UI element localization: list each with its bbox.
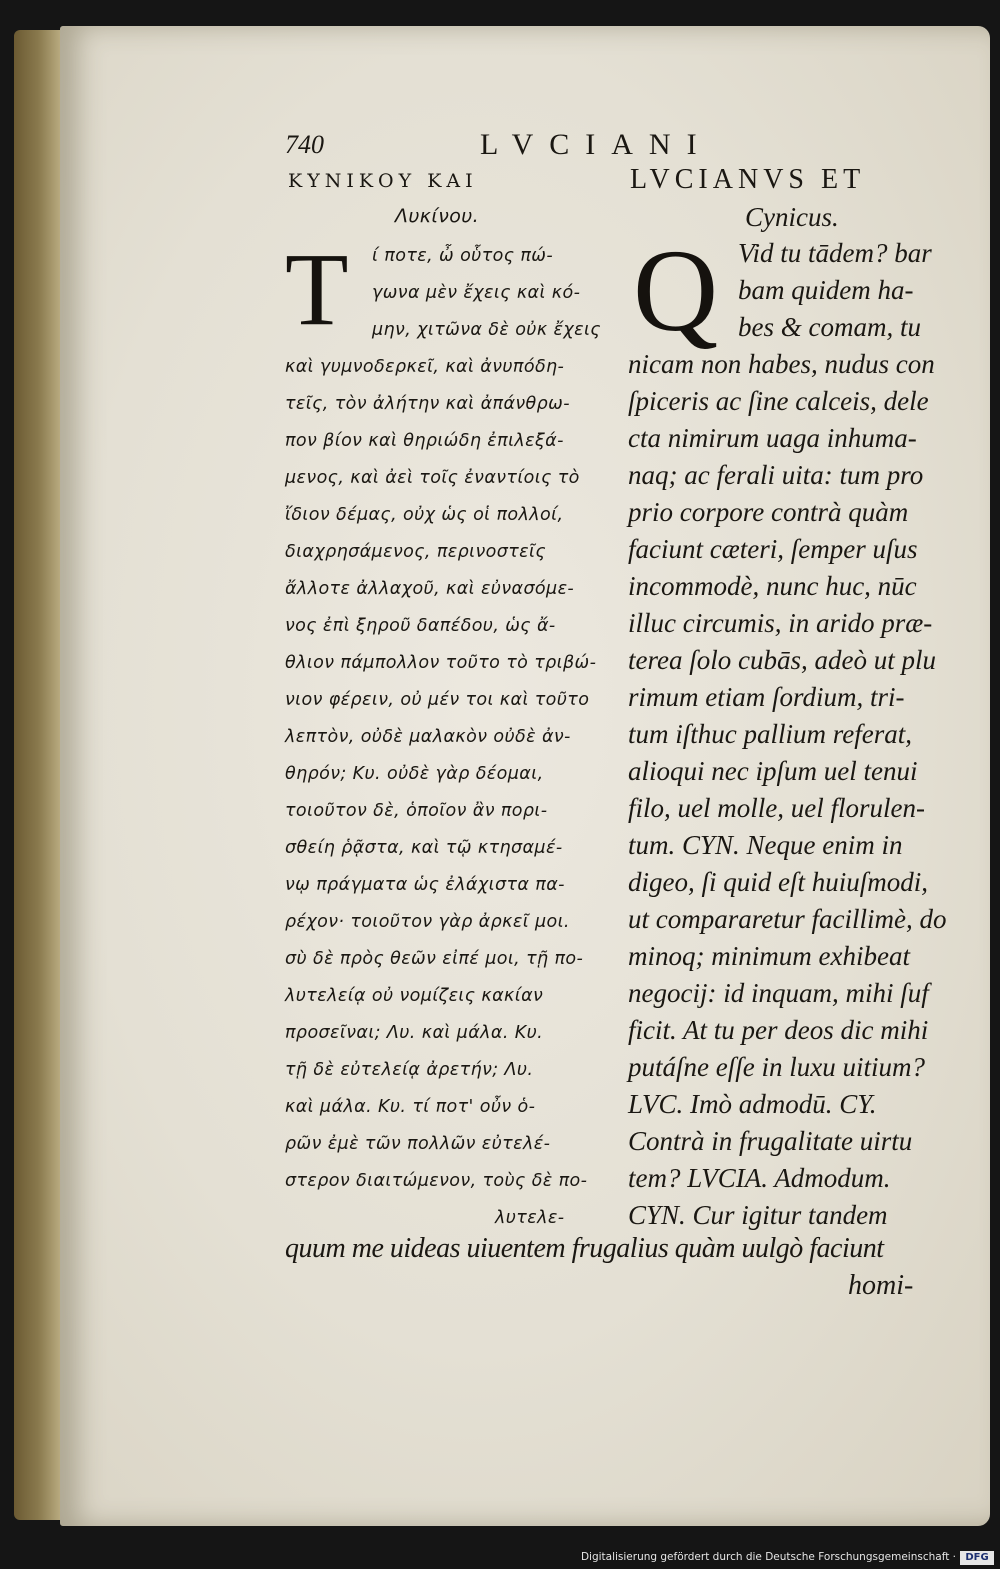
latin-line: CYN. Cur igitur tandem <box>628 1200 888 1230</box>
right-column-title-line1: LVCIANVS ET <box>630 164 866 195</box>
latin-line: tem? LVCIA. Admodum. <box>628 1163 891 1193</box>
greek-line: λυτελείᾳ οὐ νομίζεις κακίαν <box>285 986 544 1006</box>
left-column-title-line1: ΚΥΝΙΚΟΥ ΚΑΙ <box>288 170 478 192</box>
digitization-credit: Digitalisierung gefördert durch die Deutsche Forschungsgemeinschaft · <box>580 1551 956 1563</box>
dfg-logo: DFG <box>960 1551 994 1565</box>
latin-line: incommodè, nunc huc, nūc <box>628 571 917 601</box>
drop-cap-latin: Q <box>633 225 719 356</box>
latin-line: cta nimirum uaga inhuma- <box>628 423 917 453</box>
latin-line: LVC. Imò admodū. CY. <box>628 1089 877 1119</box>
latin-line: terea ſolo cubās, adeò ut plu <box>628 645 936 675</box>
greek-line: στερον διαιτώμενον, τοὺς δὲ πο- <box>285 1171 588 1191</box>
latin-line: Contrà in frugalitate uirtu <box>628 1126 913 1156</box>
latin-line: Vid tu tādem? bar <box>738 238 932 268</box>
latin-line: ut compararetur facillimè, do <box>628 904 947 934</box>
greek-line: ἄλλοτε ἀλλαχοῦ, καὶ εὐνασόμε- <box>285 579 575 599</box>
greek-line: προσεῖναι; Λυ. καὶ μάλα. Κυ. <box>285 1023 544 1043</box>
latin-line: negocij: id inquam, mihi ſuf <box>628 978 929 1008</box>
running-title: LVCIANI <box>480 128 713 161</box>
latin-line: digeo, ſi quid eſt huiuſmodi, <box>628 867 928 897</box>
greek-line: ρέχον· τοιοῦτον γὰρ ἀρκεῖ μοι. <box>285 912 570 932</box>
latin-line: filo, uel molle, uel florulen- <box>628 793 925 823</box>
bottom-line: quum me uideas uiuentem frugalius quàm uulgò faciunt <box>285 1233 884 1264</box>
latin-line: tum. CYN. Neque enim in <box>628 830 903 860</box>
greek-line: θλιον πάμπολλον τοῦτο τὸ τριβώ- <box>285 653 597 673</box>
greek-line: σὺ δὲ πρὸς θεῶν εἰπέ μοι, τῇ πο- <box>285 949 584 969</box>
left-column-title-line2: Λυκίνου. <box>395 205 480 227</box>
drop-cap-greek: T <box>285 232 349 347</box>
greek-line: νῳ πράγματα ὡς ἐλάχιστα πα- <box>285 875 565 895</box>
greek-line: διαχρησάμενος, περινοστεῖς <box>285 542 547 562</box>
latin-line: ficit. At tu per deos dic mihi <box>628 1015 929 1045</box>
latin-line: illuc circumis, in arido præ- <box>628 608 933 638</box>
greek-line: τῇ δὲ εὐτελείᾳ ἀρετήν; Λυ. <box>285 1060 534 1080</box>
greek-line: γωνα μὲν ἔχεις καὶ κό- <box>372 283 581 303</box>
latin-line: naq; ac ferali uita: tum pro <box>628 460 924 490</box>
greek-line: θηρόν; Κυ. οὐδὲ γὰρ δέομαι, <box>285 764 544 784</box>
greek-line: πον βίον καὶ θηριώδη ἐπιλεξά- <box>285 431 564 451</box>
latin-line: faciunt cæteri, ſemper uſus <box>628 534 918 564</box>
greek-line: ί ποτε, ὦ οὗτος πώ- <box>372 246 554 266</box>
greek-line: νος ἐπὶ ξηροῦ δαπέδου, ὡς ἄ- <box>285 616 556 636</box>
greek-line: τοιοῦτον δὲ, ὁποῖον ἂν πορι- <box>285 801 548 821</box>
latin-line: prio corpore contrà quàm <box>628 497 909 527</box>
latin-line: ſpiceris ac ſine calceis, dele <box>628 386 929 416</box>
greek-line: καὶ μάλα. Κυ. τί ποτ' οὖν ὁ- <box>285 1097 536 1117</box>
latin-line: rimum etiam ſordium, tri- <box>628 682 905 712</box>
greek-line: τεῖς, τὸν ἀλήτην καὶ ἀπάνθρω- <box>285 394 570 414</box>
catchword: homi- <box>848 1270 914 1301</box>
right-column-title-line2: Cynicus. <box>745 202 839 232</box>
greek-catchword: λυτελε- <box>495 1208 565 1228</box>
latin-line: bes & comam, tu <box>738 312 921 342</box>
greek-line: μενος, καὶ ἀεὶ τοῖς ἐναντίοις τὸ <box>285 468 580 488</box>
page-number: 740 <box>285 130 324 159</box>
latin-line: tum iſthuc pallium referat, <box>628 719 912 749</box>
latin-line: putáſne eſſe in luxu uitium? <box>628 1052 925 1082</box>
greek-line: λεπτὸν, οὐδὲ μαλακὸν οὐδὲ ἀν- <box>285 727 571 747</box>
latin-line: alioqui nec ipſum uel tenui <box>628 756 918 786</box>
greek-line: ἴδιον δέμας, οὐχ ὡς οἱ πολλοί, <box>285 505 564 525</box>
greek-line: νιον φέρειν, οὐ μέν τοι καὶ τοῦτο <box>285 690 590 710</box>
latin-line: nicam non habes, nudus con <box>628 349 935 379</box>
greek-line: μην, χιτῶνα δὲ οὐκ ἔχεις <box>372 320 601 340</box>
greek-line: σθείη ῥᾷστα, καὶ τῷ κτησαμέ- <box>285 838 563 858</box>
greek-line: ρῶν ἐμὲ τῶν πολλῶν εὐτελέ- <box>285 1134 551 1154</box>
latin-line: bam quidem ha- <box>738 275 914 305</box>
greek-line: καὶ γυμνοδερκεῖ, καὶ ἀνυπόδη- <box>285 357 565 377</box>
latin-line: minoq; minimum exhibeat <box>628 941 910 971</box>
